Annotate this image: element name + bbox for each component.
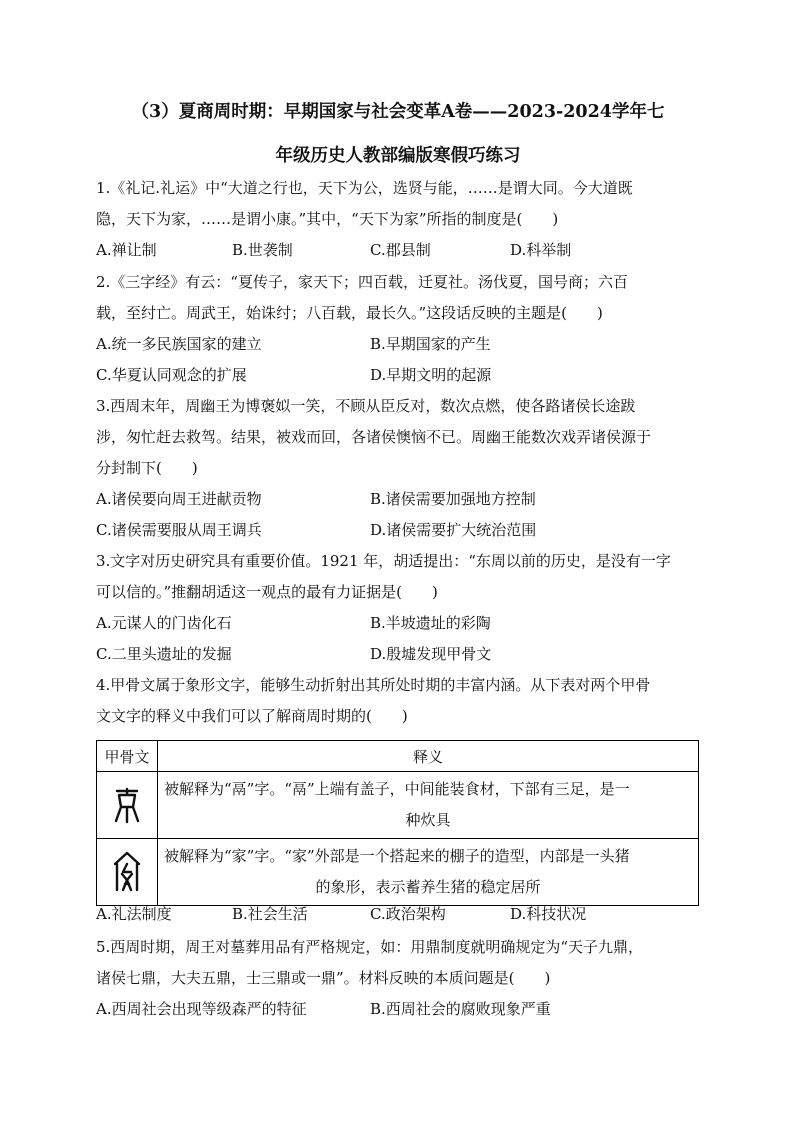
question-5-stem	[96, 932, 700, 994]
question-3a-option-c[interactable]: C.诸侯需要服从周王调兵	[96, 521, 262, 539]
table-cell-meaning	[158, 772, 699, 839]
question-4-stem	[96, 670, 700, 732]
meaning-line: 被解释为“鬲”字。“鬲”上端有盖子，中间能装食材，下部有三足，是一	[164, 780, 630, 798]
li-glyph-icon	[97, 772, 158, 839]
table-header-row	[97, 741, 699, 772]
question-3b-option-d[interactable]: D.殷墟发现甲骨文	[370, 645, 492, 663]
question-line: 涉，匆忙赶去救驾。结果，被戏而回，各诸侯懊恼不已。周幽王能数次戏弄诸侯源于	[96, 428, 652, 446]
question-1-option-d[interactable]: D.科举制	[510, 241, 572, 259]
question-2-option-c[interactable]: C.华夏认同观念的扩展	[96, 366, 247, 384]
question-line: 可以信的。”推翻胡适这一观点的最有力证据是( )	[96, 583, 438, 601]
question-4-option-b[interactable]: B.社会生活	[232, 905, 308, 923]
question-line: 3.西周末年，周幽王为博褒姒一笑，不顾从臣反对，数次点燃，使各路诸侯长途跋	[96, 397, 636, 415]
question-3a-option-d[interactable]: D.诸侯需要扩大统治范围	[370, 521, 537, 539]
meaning-line: 种炊具	[405, 811, 451, 829]
table-row	[97, 772, 699, 839]
question-3a-option-a[interactable]: A.诸侯要向周王进献贡物	[96, 490, 262, 508]
question-1-option-a[interactable]: A.禅让制	[96, 241, 157, 259]
question-line: 隐，天下为家，……是谓小康。”其中，“天下为家”所指的制度是( )	[96, 210, 559, 228]
question-line: 分封制下( )	[96, 459, 198, 477]
jia-glyph-icon	[97, 839, 158, 906]
meaning-line: 的象形，表示蓄养生猪的稳定居所	[315, 878, 541, 896]
question-4-option-a[interactable]: A.礼法制度	[96, 905, 172, 923]
question-3b-option-b[interactable]: B.半坡遗址的彩陶	[370, 614, 491, 632]
question-line: 5.西周时期，周王对墓葬用品有严格规定，如：用鼎制度就明确规定为“天子九鼎，	[96, 938, 643, 956]
question-3a-stem	[96, 391, 700, 484]
table-row	[97, 839, 699, 906]
question-line: 4.甲骨文属于象形文字，能够生动折射出其所处时期的丰富内涵。从下表对两个甲骨	[96, 676, 651, 694]
question-line: 文文字的释义中我们可以了解商周时期的( )	[96, 707, 408, 725]
question-5-option-b[interactable]: B.西周社会的腐败现象严重	[370, 1000, 551, 1018]
oracle-bone-table	[96, 740, 699, 906]
question-4-option-c[interactable]: C.政治架构	[370, 905, 446, 923]
table-header-glyph: 甲骨文	[97, 741, 158, 772]
page-title-line-2: 年级历史人教部编版寒假巧练习	[275, 146, 521, 166]
question-2-option-d[interactable]: D.早期文明的起源	[370, 366, 492, 384]
question-4-option-d[interactable]: D.科技状况	[510, 905, 587, 923]
question-line: 诸侯七鼎，大夫五鼎，士三鼎或一鼎”。材料反映的本质问题是( )	[96, 969, 551, 987]
question-2-option-b[interactable]: B.早期国家的产生	[370, 335, 491, 353]
question-line: 2.《三字经》有云：“夏传子，家天下；四百载，迁夏社。汤伐夏，国号商；六百	[96, 273, 628, 291]
question-3b-stem	[96, 546, 700, 608]
page-title-line-1: （3）夏商周时期：早期国家与社会变革A卷——2023-2024学年七	[131, 102, 665, 122]
meaning-line: 被解释为“家”字。“家”外部是一个搭起来的棚子的造型，内部是一头猪	[164, 847, 630, 865]
question-3b-option-c[interactable]: C.二里头遗址的发掘	[96, 645, 232, 663]
question-line: 载，至纣亡。周武王，始诛纣；八百载，最长久。”这段话反映的主题是( )	[96, 304, 603, 322]
table-cell-meaning	[158, 839, 699, 906]
question-line: 3.文字对历史研究具有重要价值。1921 年，胡适提出：“东周以前的历史，是没有一字	[96, 552, 671, 570]
question-line: 1.《礼记.礼运》中“大道之行也，天下为公，选贤与能，……是谓大同。今大道既	[96, 179, 633, 197]
question-1-option-b[interactable]: B.世袭制	[232, 241, 293, 259]
question-1-stem	[96, 173, 700, 235]
question-2-option-a[interactable]: A.统一多民族国家的建立	[96, 335, 262, 353]
question-1-option-c[interactable]: C.郡县制	[370, 241, 431, 259]
question-5-option-a[interactable]: A.西周社会出现等级森严的特征	[96, 1000, 307, 1018]
table-header-meaning: 释义	[158, 741, 699, 772]
question-2-stem	[96, 267, 700, 329]
question-3a-option-b[interactable]: B.诸侯需要加强地方控制	[370, 490, 536, 508]
question-3b-option-a[interactable]: A.元谋人的门齿化石	[96, 614, 232, 632]
